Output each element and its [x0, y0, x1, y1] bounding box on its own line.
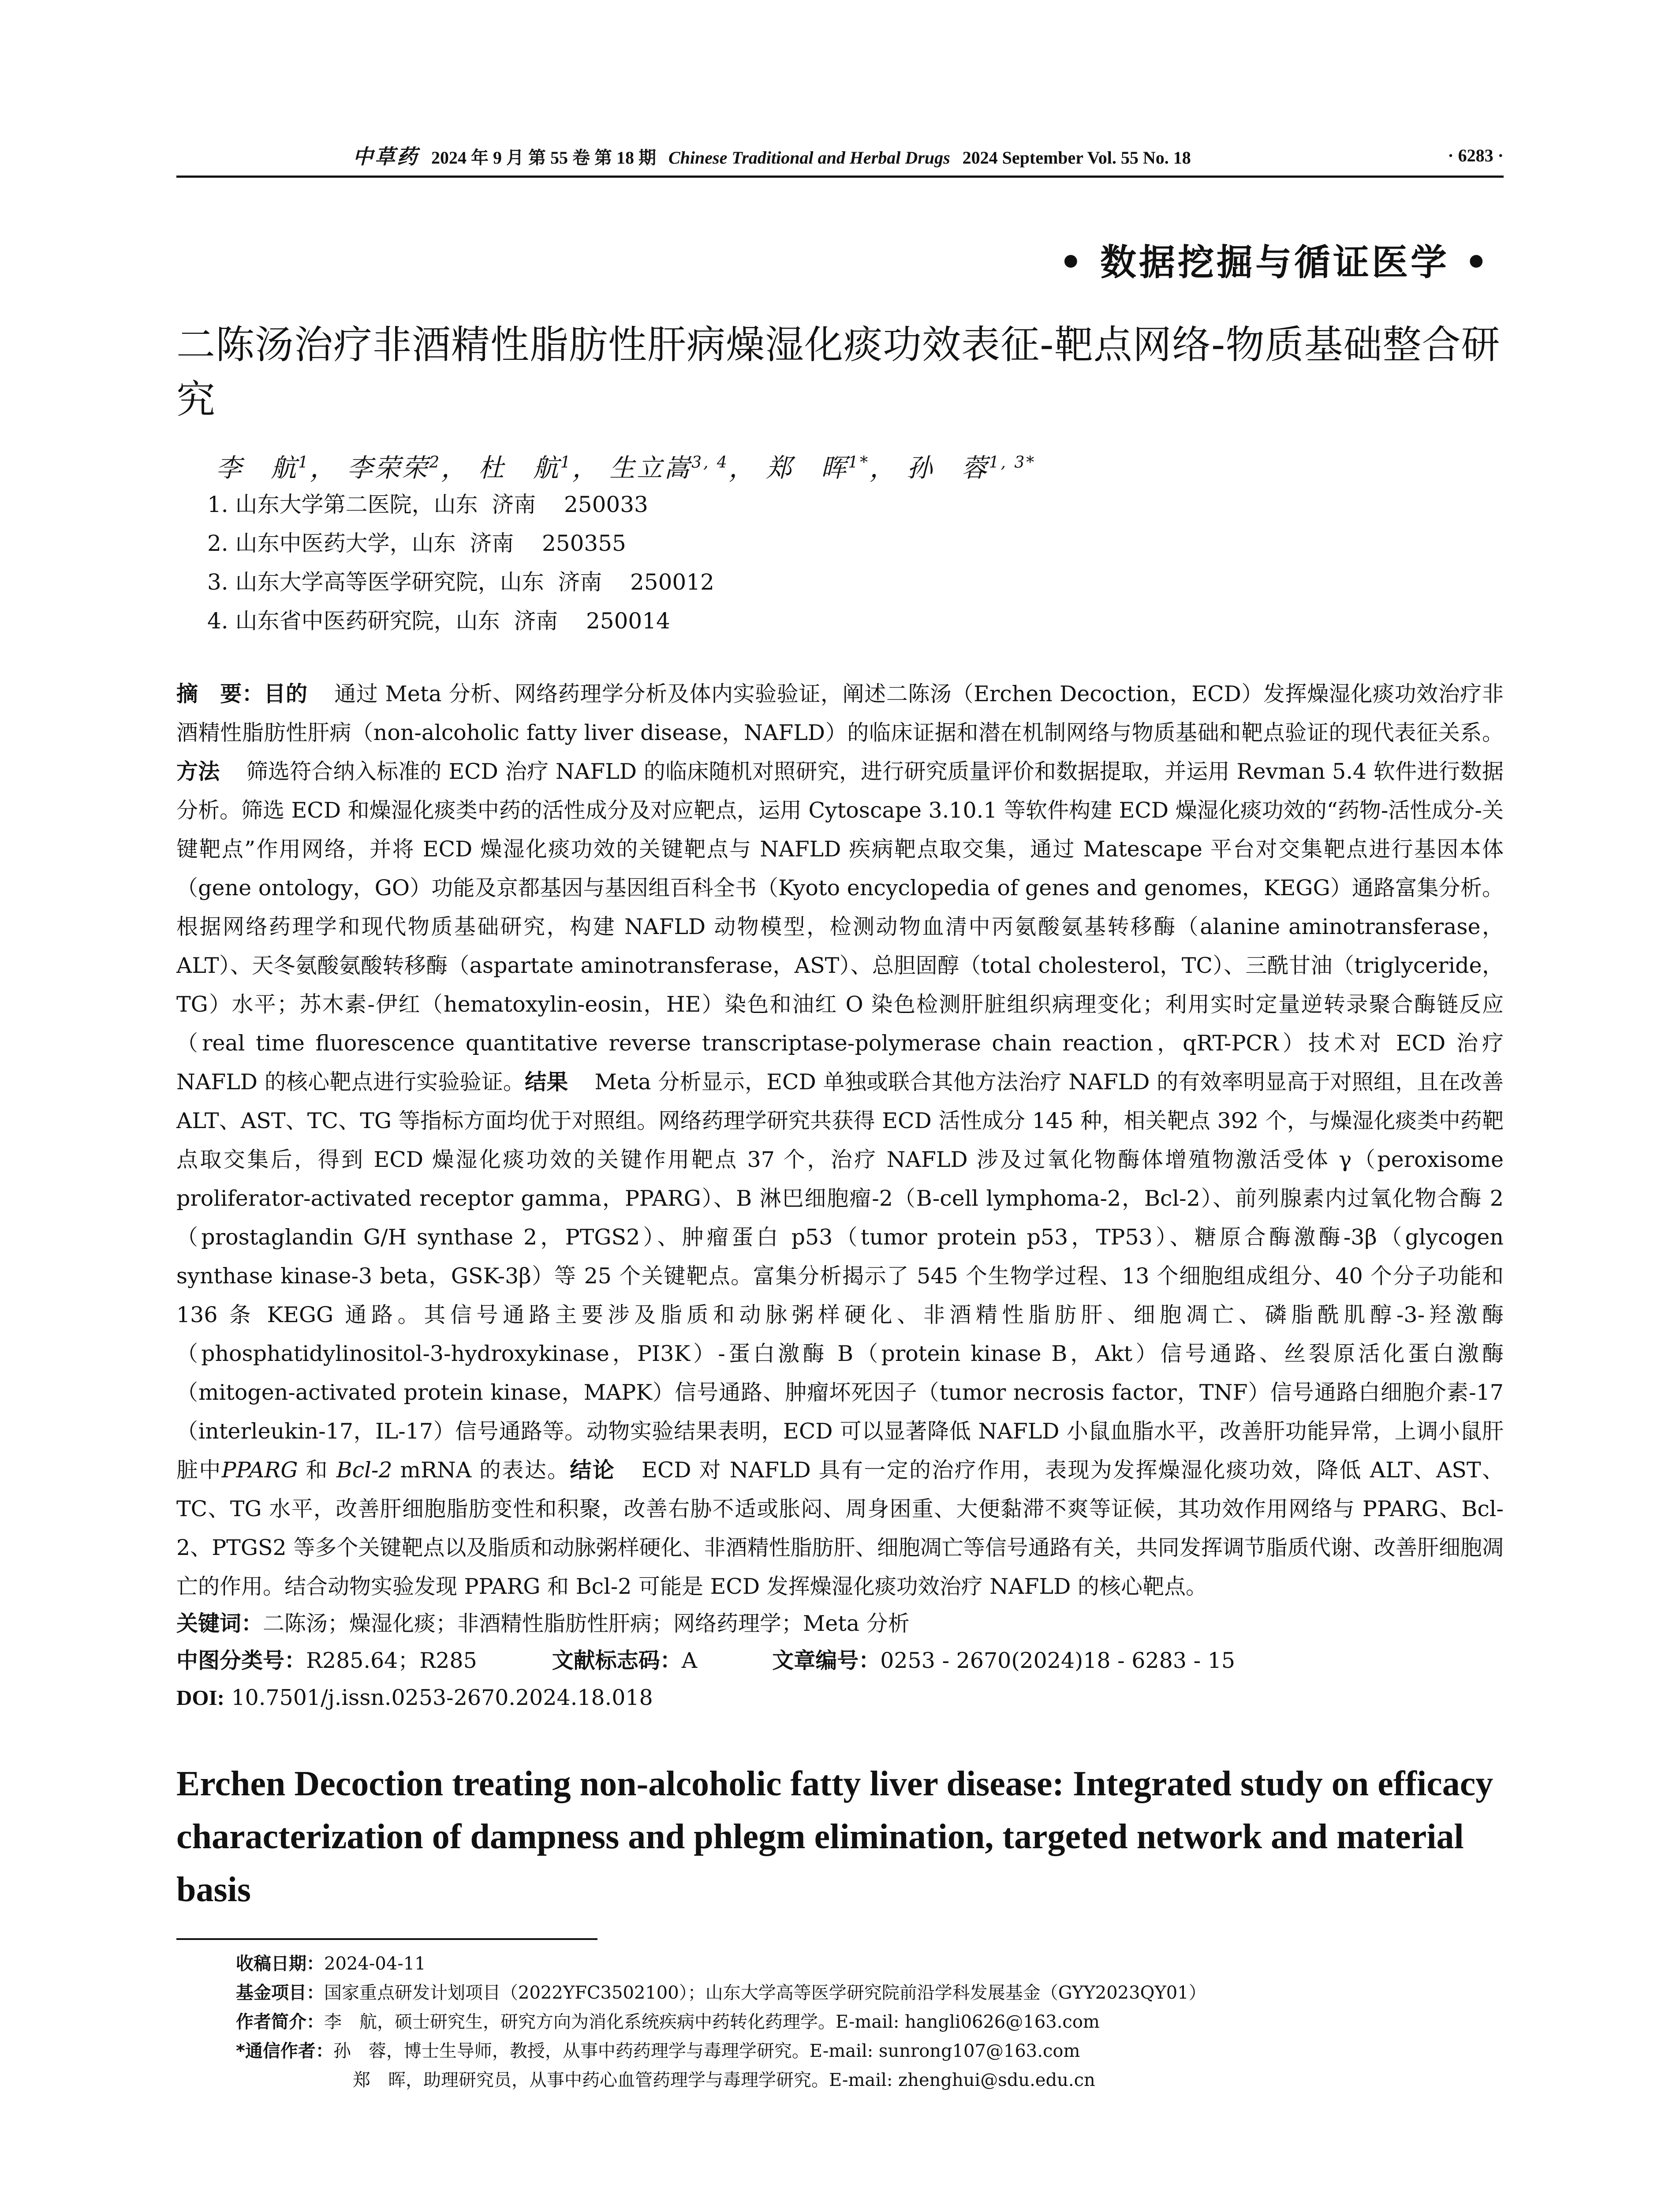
affiliation: 4. 山东省中医药研究院，山东 济南 250014 — [207, 608, 670, 634]
methods-text: 筛选符合纳入标准的 ECD 治疗 NAFLD 的临床随机对照研究，进行研究质量评价和数据提取，并运用 Revman 5.4 软件进行数据分析。筛选 ECD 和燥湿化痰类中药的活性成分及对应靶点，运用 Cytoscape 3.10.1 等软件构建 ECD 燥湿化痰功效的“药物-活性成分-关键靶点”作用网络，并将 ECD 燥湿化痰功效的关键靶点与 NAFLD 疾病靶点取交集，通过 Matescape 平台对交集靶点进行基因本体（gene ontology，GO）功能及京都基因与基因组百科全书（Kyoto encyclopedia of genes and genomes，KEGG）通路富集分析。根据网络药理学和现代物质基础研究，构建 NAFLD 动物模型，检测动物血清中丙氨酸氨基转移酶（alanine aminotransferase，ALT）、天冬氨酸氨酸转移酶（aspartate aminotransferase，AST）、总胆固醇（total cholesterol，TC）、三酰甘油（triglyceride，TG）水平；苏木素-伊红（hematoxylin-eosin，HE）染色和油红 O 染色检测肝脏组织病理变化；利用实时定量逆转录聚合酶链反应（real time fluorescence quantitative reverse transcriptase-polymerase chain reaction，qRT-PCR）技术对 ECD 治疗 NAFLD 的核心靶点进行实验验证。 — [176, 759, 1504, 1095]
keywords: 关键词：二陈汤；燥湿化痰；非酒精性脂肪性肝病；网络药理学；Meta 分析 — [176, 1611, 910, 1636]
issue-date-en: 2024 September Vol. 55 No. 18 — [962, 148, 1191, 168]
author: 李荣荣$^2$ — [347, 453, 441, 483]
affiliation: 3. 山东大学高等医学研究院，山东 济南 250012 — [207, 569, 714, 595]
author: 郑 晖$^{1*}$ — [766, 453, 870, 483]
running-header — [176, 138, 1504, 173]
abstract-label: 摘 要： — [176, 681, 264, 706]
author-bio: 作者简介： 李 航，硕士研究生，研究方向为消化系统疾病中药转化药理学。E-mail: hangli0626@163.com — [236, 2012, 1100, 2032]
article-meta — [176, 1605, 1504, 1716]
affiliation: 2. 山东中医药大学，山东 济南 250355 — [207, 531, 626, 556]
author: 孙 蓉$^{1, 3*}$ — [907, 453, 1036, 483]
results-label: 结果 — [525, 1069, 568, 1095]
doi-value[interactable]: 10.7501/j.issn.0253-2670.2024.18.018 — [231, 1685, 653, 1710]
gene-bcl2: Bcl-2 — [336, 1458, 392, 1483]
conclusion-text: ECD 对 NAFLD 具有一定的治疗作用，表现为发挥燥湿化痰功效，降低 ALT、AST、TC、TG 水平，改善肝细胞脂肪变性和积聚，改善右胁不适或胀闷、周身困重、大便黏滞不爽等证候，其功效作用网络与 PPARG、Bcl-2、PTGS2 等多个关键靶点以及脂质和动脉粥样硬化、非酒精性脂肪肝、细胞凋亡等信号通路有关，共同发挥调节脂质代谢、改善肝细胞凋亡的作用。结合动物实验发现 PPARG 和 Bcl-2 可能是 ECD 发挥燥湿化痰功效治疗 NAFLD 的核心靶点。 — [176, 1458, 1504, 1599]
received-date: 收稿日期： 2024-04-11 — [236, 1954, 426, 1974]
keywords-value: 二陈汤；燥湿化痰；非酒精性脂肪性肝病；网络药理学；Meta 分析 — [263, 1611, 910, 1636]
running-header-left — [353, 141, 1191, 170]
abstract — [176, 675, 1504, 1606]
section-label: • 数据挖掘与循证医学 • — [1059, 242, 1490, 284]
header-rule — [176, 176, 1504, 178]
results-and: 和 — [298, 1458, 336, 1483]
objective-label: 目的 — [264, 681, 308, 706]
journal-name-cn: 中草药 — [353, 146, 419, 168]
affiliation-list — [207, 485, 1486, 640]
methods-label: 方法 — [176, 759, 220, 784]
footnote-rule — [176, 1938, 597, 1940]
classification-row — [176, 1642, 1504, 1679]
article-number: 文章编号：0253 - 2670(2024)18 - 6283 - 15 — [772, 1648, 1236, 1673]
title-cn: 二陈汤治疗非酒精性脂肪性肝病燥湿化痰功效表征-靶点网络-物质基础整合研究 — [176, 322, 1501, 422]
results-text-end: mRNA 的表达。 — [392, 1458, 570, 1483]
fund: 基金项目： 国家重点研发计划项目（2022YFC3502100）；山东大学高等医学研究院前沿学科发展基金（GYY2023QY01） — [236, 1983, 1206, 2003]
doi: DOI: 10.7501/j.issn.0253-2670.2024.18.018 — [176, 1685, 653, 1710]
conclusion-label: 结论 — [570, 1458, 616, 1483]
clc-code: 中图分类号：R285.64；R285 — [176, 1648, 477, 1673]
author-list: 李 航$^1$， 李荣荣$^2$， 杜 航$^1$， 生立嵩$^{3, 4}$， 郑 晖$^{1*}$， 孙 蓉$^{1, 3*}$ — [216, 453, 1036, 483]
title-en: Erchen Decoction treating non-alcoholic fatty liver disease: Integrated study on efficacy characterization of dampness and phlegm elimination, targeted network and material basis — [176, 1764, 1493, 1909]
footnotes — [236, 1949, 1506, 2095]
affiliation: 1. 山东大学第二医院，山东 济南 250033 — [207, 492, 648, 517]
issue-date-cn: 2024 年 9 月 第 55 卷 第 18 期 — [431, 148, 656, 168]
page-number: · 6283 · — [1448, 145, 1504, 165]
corresponding-author: 郑 晖，助理研究员，从事中药心血管药理学与毒理学研究。E-mail: zhenghui@sdu.edu.cn — [353, 2070, 1095, 2090]
corresponding-author: *通信作者： 孙 蓉，博士生导师，教授，从事中药药理学与毒理学研究。E-mail: sunrong107@163.com — [236, 2041, 1080, 2061]
gene-pparg: PPARG — [221, 1458, 298, 1483]
document-code: 文献标志码：A — [552, 1648, 698, 1673]
author: 生立嵩$^{3, 4}$ — [609, 453, 729, 483]
results-text: Meta 分析显示，ECD 单独或联合其他方法治疗 NAFLD 的有效率明显高于对照组，且在改善 ALT、AST、TC、TG 等指标方面均优于对照组。网络药理学研究共获得 ECD 活性成分 145 种，相关靶点 392 个，与燥湿化痰类中药靶点取交集后，得到 ECD 燥湿化痰功效的关键作用靶点 37 个，治疗 NAFLD 涉及过氧化物酶体增殖物激活受体 γ（peroxisome proliferator-activated receptor gamma，PPARG）、B 淋巴细胞瘤-2（B-cell lymphoma-2，Bcl-2）、前列腺素内过氧化物合酶 2（prostaglandin G/H synthase 2，PTGS2）、肿瘤蛋白 p53（tumor protein p53，TP53）、糖原合酶激酶-3β（glycogen synthase kinase-3 beta，GSK-3β）等 25 个关键靶点。富集分析揭示了 545 个生物学过程、13 个细胞组成组分、40 个分子功能和 136 条 KEGG 通路。其信号通路主要涉及脂质和动脉粥样硬化、非酒精性脂肪肝、细胞凋亡、磷脂酰肌醇-3-羟激酶（phosphatidylinositol-3-hydroxykinase，PI3K）-蛋白激酶 B（protein kinase B，Akt）信号通路、丝裂原活化蛋白激酶（mitogen-activated protein kinase，MAPK）信号通路、肿瘤坏死因子（tumor necrosis factor，TNF）信号通路白细胞介素-17（interleukin-17，IL-17）信号通路等。动物实验结果表明，ECD 可以显著降低 NAFLD 小鼠血脂水平，改善肝功能异常，上调小鼠肝脏中 — [176, 1069, 1504, 1483]
objective-text: 通过 Meta 分析、网络药理学分析及体内实验验证，阐述二陈汤（Erchen Decoction，ECD）发挥燥湿化痰功效治疗非酒精性脂肪性肝病（non-alcoholic fatty liver disease，NAFLD）的临床证据和潜在机制网络与物质基础和靶点验证的现代表征关系。 — [176, 681, 1504, 745]
author: 李 航$^1$ — [216, 453, 310, 483]
author: 杜 航$^1$ — [478, 453, 572, 483]
journal-name-en: Chinese Traditional and Herbal Drugs — [668, 148, 950, 168]
